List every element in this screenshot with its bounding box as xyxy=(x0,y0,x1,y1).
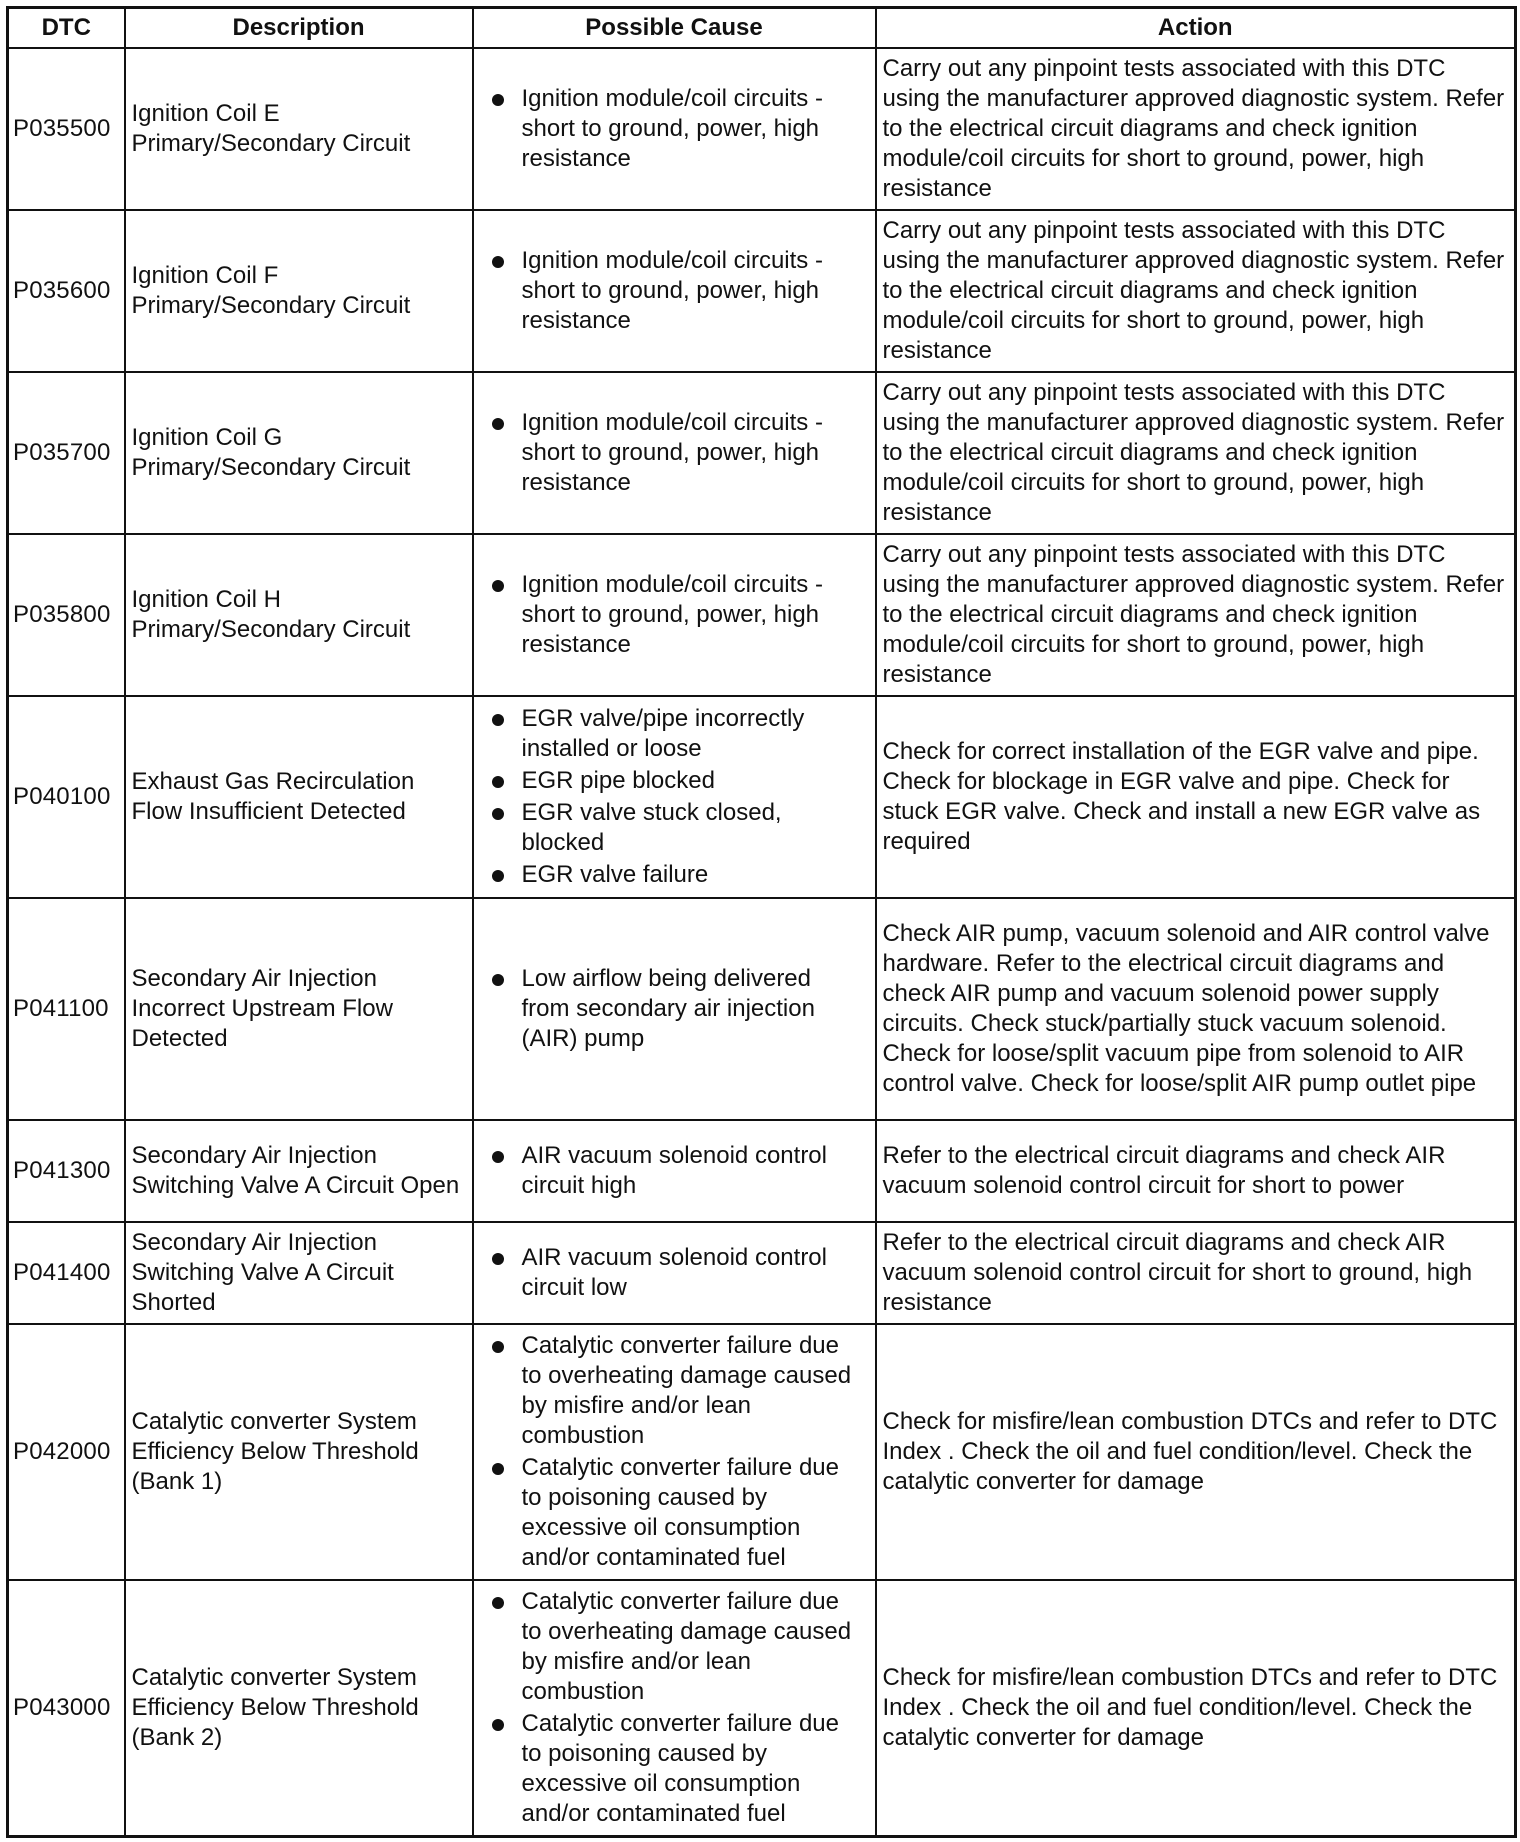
dtc-description: Catalytic converter System Efficiency Below Threshold (Bank 2) xyxy=(125,1580,473,1836)
possible-cause-text: Low airflow being delivered from secondary air injection (AIR) pump xyxy=(521,965,815,1052)
bullet-icon xyxy=(492,1253,504,1265)
possible-cause-list xyxy=(488,1243,865,1303)
possible-cause-cell xyxy=(473,1580,876,1836)
dtc-description: Catalytic converter System Efficiency Below Threshold (Bank 1) xyxy=(125,1324,473,1580)
dtc-description: Secondary Air Injection Switching Valve A Circuit Open xyxy=(125,1120,473,1222)
dtc-description: Ignition Coil F Primary/Secondary Circuit xyxy=(125,210,473,372)
dtc-code: P035800 xyxy=(8,534,125,696)
possible-cause-item xyxy=(488,1453,865,1573)
dtc-code: P035600 xyxy=(8,210,125,372)
possible-cause-cell xyxy=(473,210,876,372)
possible-cause-list xyxy=(488,1587,865,1829)
possible-cause-item xyxy=(488,570,865,660)
bullet-icon xyxy=(492,1719,504,1731)
dtc-description: Secondary Air Injection Incorrect Upstream Flow Detected xyxy=(125,898,473,1120)
dtc-action: Refer to the electrical circuit diagrams and check AIR vacuum solenoid control circuit for short to power xyxy=(876,1120,1516,1222)
possible-cause-text: Ignition module/coil circuits - short to ground, power, high resistance xyxy=(521,571,823,658)
table-row xyxy=(8,1222,1516,1324)
possible-cause-text: Catalytic converter failure due to poisoning caused by excessive oil consumption and/or contaminated fuel xyxy=(521,1709,839,1827)
possible-cause-item xyxy=(488,408,865,498)
table-row xyxy=(8,1120,1516,1222)
table-row xyxy=(8,372,1516,534)
bullet-icon xyxy=(492,808,504,820)
possible-cause-text: AIR vacuum solenoid control circuit low xyxy=(521,1244,827,1301)
possible-cause-item xyxy=(488,1331,865,1451)
bullet-icon xyxy=(492,714,504,726)
dtc-code: P040100 xyxy=(8,696,125,898)
possible-cause-cell xyxy=(473,1120,876,1222)
possible-cause-text: EGR valve/pipe incorrectly installed or loose xyxy=(521,705,805,762)
possible-cause-text: EGR valve stuck closed, blocked xyxy=(521,799,782,856)
possible-cause-cell xyxy=(473,1324,876,1580)
dtc-action: Carry out any pinpoint tests associated with this DTC using the manufacturer approved diagnostic system. Refer to the electrical circuit diagrams and check ignition module/coil circuits for short to ground, power, high resistance xyxy=(876,48,1516,210)
possible-cause-cell xyxy=(473,696,876,898)
possible-cause-text: Ignition module/coil circuits - short to ground, power, high resistance xyxy=(521,409,823,496)
dtc-code: P035500 xyxy=(8,48,125,210)
dtc-description: Exhaust Gas Recirculation Flow Insufficient Detected xyxy=(125,696,473,898)
possible-cause-cell xyxy=(473,898,876,1120)
possible-cause-item xyxy=(488,860,865,890)
bullet-icon xyxy=(492,1151,504,1163)
dtc-action: Refer to the electrical circuit diagrams and check AIR vacuum solenoid control circuit for short to ground, high resistance xyxy=(876,1222,1516,1324)
dtc-table xyxy=(6,6,1517,1838)
possible-cause-item xyxy=(488,1709,865,1829)
possible-cause-text: Catalytic converter failure due to overheating damage caused by misfire and/or lean combustion xyxy=(521,1332,852,1449)
dtc-code: P035700 xyxy=(8,372,125,534)
possible-cause-list xyxy=(488,84,865,174)
possible-cause-item xyxy=(488,84,865,174)
possible-cause-list xyxy=(488,246,865,336)
table-row xyxy=(8,898,1516,1120)
possible-cause-list xyxy=(488,964,865,1054)
dtc-action: Check AIR pump, vacuum solenoid and AIR control valve hardware. Refer to the electrical circuit diagrams and check AIR pump and vacuum solenoid power supply circuits. Check stuck/partially stuck vacuum solenoid. Check for loose/split vacuum pipe from solenoid to AIR control valve. Check for loose/split AIR pump outlet pipe xyxy=(876,898,1516,1120)
bullet-icon xyxy=(492,580,504,592)
dtc-action: Carry out any pinpoint tests associated with this DTC using the manufacturer approved diagnostic system. Refer to the electrical circuit diagrams and check ignition module/coil circuits for short to ground, power, high resistance xyxy=(876,534,1516,696)
dtc-action: Check for correct installation of the EGR valve and pipe. Check for blockage in EGR valve and pipe. Check for stuck EGR valve. Check and install a new EGR valve as required xyxy=(876,696,1516,898)
dtc-code: P041400 xyxy=(8,1222,125,1324)
table-row xyxy=(8,210,1516,372)
header-description: Description xyxy=(125,8,473,49)
header-possible-cause: Possible Cause xyxy=(473,8,876,49)
bullet-icon xyxy=(492,1597,504,1609)
table-row xyxy=(8,534,1516,696)
possible-cause-item xyxy=(488,964,865,1054)
bullet-icon xyxy=(492,418,504,430)
dtc-code: P041300 xyxy=(8,1120,125,1222)
dtc-description: Ignition Coil H Primary/Secondary Circuit xyxy=(125,534,473,696)
dtc-description: Ignition Coil G Primary/Secondary Circuit xyxy=(125,372,473,534)
possible-cause-item xyxy=(488,704,865,764)
dtc-action: Check for misfire/lean combustion DTCs and refer to DTC Index . Check the oil and fuel condition/level. Check the catalytic converter for damage xyxy=(876,1324,1516,1580)
dtc-action: Carry out any pinpoint tests associated with this DTC using the manufacturer approved diagnostic system. Refer to the electrical circuit diagrams and check ignition module/coil circuits for short to ground, power, high resistance xyxy=(876,210,1516,372)
dtc-code: P041100 xyxy=(8,898,125,1120)
possible-cause-cell xyxy=(473,372,876,534)
dtc-code: P043000 xyxy=(8,1580,125,1836)
bullet-icon xyxy=(492,870,504,882)
possible-cause-item xyxy=(488,1243,865,1303)
table-row xyxy=(8,696,1516,898)
bullet-icon xyxy=(492,1341,504,1353)
possible-cause-item xyxy=(488,798,865,858)
possible-cause-item xyxy=(488,246,865,336)
bullet-icon xyxy=(492,94,504,106)
possible-cause-list xyxy=(488,704,865,890)
table-row xyxy=(8,1324,1516,1580)
possible-cause-text: AIR vacuum solenoid control circuit high xyxy=(521,1142,827,1199)
possible-cause-text: EGR valve failure xyxy=(521,861,709,888)
possible-cause-cell xyxy=(473,534,876,696)
header-dtc: DTC xyxy=(8,8,125,49)
dtc-action: Check for misfire/lean combustion DTCs and refer to DTC Index . Check the oil and fuel condition/level. Check the catalytic converter for damage xyxy=(876,1580,1516,1836)
possible-cause-text: Catalytic converter failure due to poisoning caused by excessive oil consumption and/or contaminated fuel xyxy=(521,1454,839,1571)
header-action: Action xyxy=(876,8,1516,49)
table-row xyxy=(8,1580,1516,1836)
possible-cause-text: Catalytic converter failure due to overheating damage caused by misfire and/or lean combustion xyxy=(521,1587,852,1705)
possible-cause-list xyxy=(488,408,865,498)
table-body xyxy=(8,48,1516,1836)
possible-cause-item xyxy=(488,1587,865,1707)
possible-cause-cell xyxy=(473,48,876,210)
possible-cause-list xyxy=(488,570,865,660)
possible-cause-text: EGR pipe blocked xyxy=(521,767,715,794)
dtc-code: P042000 xyxy=(8,1324,125,1580)
bullet-icon xyxy=(492,256,504,268)
bullet-icon xyxy=(492,1463,504,1475)
dtc-description: Secondary Air Injection Switching Valve A Circuit Shorted xyxy=(125,1222,473,1324)
dtc-description: Ignition Coil E Primary/Secondary Circuit xyxy=(125,48,473,210)
possible-cause-cell xyxy=(473,1222,876,1324)
possible-cause-list xyxy=(488,1141,865,1201)
bullet-icon xyxy=(492,974,504,986)
possible-cause-text: Ignition module/coil circuits - short to ground, power, high resistance xyxy=(521,85,823,172)
dtc-action: Carry out any pinpoint tests associated with this DTC using the manufacturer approved diagnostic system. Refer to the electrical circuit diagrams and check ignition module/coil circuits for short to ground, power, high resistance xyxy=(876,372,1516,534)
table-row xyxy=(8,48,1516,210)
possible-cause-text: Ignition module/coil circuits - short to ground, power, high resistance xyxy=(521,247,823,334)
possible-cause-list xyxy=(488,1331,865,1573)
possible-cause-item xyxy=(488,1141,865,1201)
bullet-icon xyxy=(492,776,504,788)
possible-cause-item xyxy=(488,766,865,796)
table-header-row xyxy=(8,8,1516,49)
